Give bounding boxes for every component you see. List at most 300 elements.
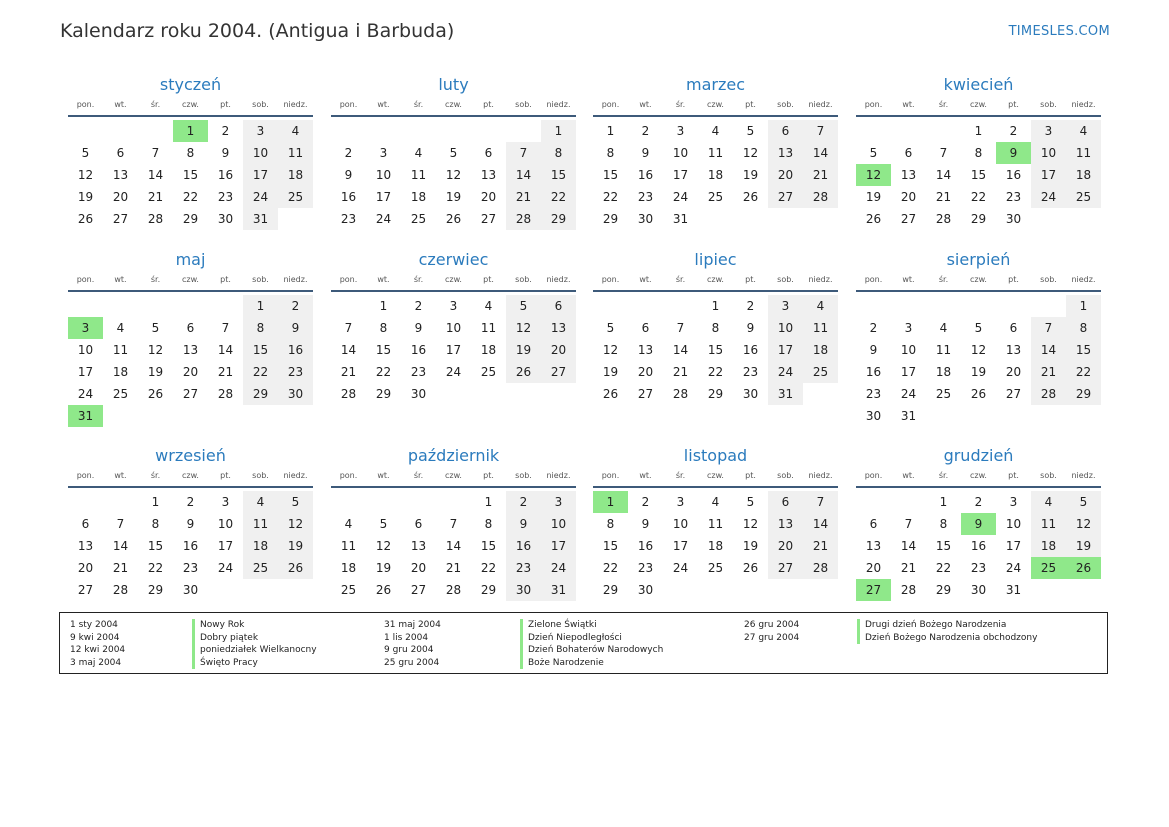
day-cell: 11 [935, 343, 952, 357]
weekday-label: czw. [707, 275, 724, 284]
day-cell: 2 [186, 495, 195, 509]
day-cell: 31 [1005, 583, 1022, 597]
day-cell: 24 [217, 561, 234, 575]
day-cell: 25 [803, 361, 838, 383]
day-cell: 22 [480, 561, 497, 575]
day-cell: 10 [445, 321, 462, 335]
day-cell: 18 [1066, 164, 1101, 186]
day-cell: 3 [243, 120, 278, 142]
weekday-label: pon. [76, 100, 95, 109]
weekday-label: wt. [902, 471, 915, 480]
day-cell: 24 [768, 361, 803, 383]
day-cell: 13 [541, 317, 576, 339]
weekday-header [856, 272, 1101, 292]
day-cell: 24 [77, 387, 94, 401]
weekday-label: sob. [252, 275, 269, 284]
empty-cell [138, 295, 173, 317]
day-cell: 9 [186, 517, 195, 531]
day-cell: 29 [707, 387, 724, 401]
empty-cell [996, 295, 1031, 317]
day-cell: 29 [602, 212, 619, 226]
day-cell: 14 [900, 539, 917, 553]
weekday-label: wt. [377, 275, 390, 284]
empty-cell [891, 295, 926, 317]
day-cell: 15 [541, 164, 576, 186]
day-cell: 28 [672, 387, 689, 401]
weekday-header [68, 468, 313, 488]
day-cell: 4 [484, 299, 493, 313]
day-cell: 14 [506, 164, 541, 186]
month-calendar [331, 248, 576, 405]
empty-cell [138, 120, 173, 142]
empty-cell [436, 120, 471, 142]
day-cell: 16 [278, 339, 313, 361]
day-cell: 18 [243, 535, 278, 557]
month-calendar [856, 248, 1101, 427]
day-cell: 1 [541, 120, 576, 142]
weekday-label: wt. [902, 100, 915, 109]
day-cell: 11 [278, 142, 313, 164]
weekday-label: czw. [970, 275, 987, 284]
day-cell: 21 [147, 190, 164, 204]
day-cell: 17 [243, 164, 278, 186]
day-cell: 18 [112, 365, 129, 379]
day-cell: 3 [379, 146, 388, 160]
holiday-day-cell: 9 [961, 513, 996, 535]
weekday-header [593, 468, 838, 488]
day-grid [68, 120, 313, 230]
month-name: listopad [683, 446, 748, 465]
weekday-label: pon. [76, 471, 95, 480]
legend-dates-1 [70, 619, 125, 669]
weekday-label: niedz. [546, 275, 571, 284]
legend-date: 3 maj 2004 [70, 657, 122, 668]
day-cell: 14 [445, 539, 462, 553]
day-cell: 4 [711, 124, 720, 138]
day-cell: 15 [707, 343, 724, 357]
day-cell: 6 [186, 321, 195, 335]
day-cell: 18 [707, 539, 724, 553]
day-cell: 5 [449, 146, 458, 160]
legend-date: 27 gru 2004 [744, 632, 800, 643]
day-cell: 8 [151, 517, 160, 531]
day-cell: 28 [935, 212, 952, 226]
day-cell: 5 [746, 495, 755, 509]
day-cell: 1 [151, 495, 160, 509]
weekday-label: niedz. [808, 100, 833, 109]
day-cell: 14 [803, 142, 838, 164]
day-cell: 23 [970, 561, 987, 575]
day-cell: 15 [970, 168, 987, 182]
day-cell: 19 [742, 539, 759, 553]
day-cell: 9 [221, 146, 230, 160]
day-cell: 27 [1005, 387, 1022, 401]
day-cell: 21 [445, 561, 462, 575]
day-cell: 13 [480, 168, 497, 182]
day-cell: 23 [637, 190, 654, 204]
day-cell: 10 [900, 343, 917, 357]
day-cell: 23 [182, 561, 199, 575]
empty-cell [103, 120, 138, 142]
weekday-label: pon. [601, 100, 620, 109]
day-cell: 24 [445, 365, 462, 379]
holiday-day-cell: 26 [1066, 557, 1101, 579]
day-cell: 27 [541, 361, 576, 383]
day-cell: 7 [506, 142, 541, 164]
day-cell: 26 [865, 212, 882, 226]
weekday-label: czw. [182, 471, 199, 480]
day-cell: 7 [344, 321, 353, 335]
day-cell: 15 [182, 168, 199, 182]
weekday-label: pon. [864, 100, 883, 109]
day-cell: 24 [672, 561, 689, 575]
day-cell: 4 [344, 517, 353, 531]
day-cell: 4 [116, 321, 125, 335]
day-cell: 19 [77, 190, 94, 204]
weekday-label: niedz. [808, 471, 833, 480]
month-calendar [593, 248, 838, 405]
day-cell: 26 [147, 387, 164, 401]
weekday-label: wt. [902, 275, 915, 284]
day-cell: 22 [182, 190, 199, 204]
weekday-label: pt. [1008, 100, 1019, 109]
empty-cell [926, 295, 961, 317]
day-cell: 15 [1066, 339, 1101, 361]
weekday-label: śr. [675, 275, 686, 284]
day-grid [331, 491, 576, 601]
day-cell: 8 [974, 146, 983, 160]
day-grid [593, 295, 838, 405]
day-cell: 8 [606, 146, 615, 160]
day-cell: 17 [768, 339, 803, 361]
day-cell: 20 [1005, 365, 1022, 379]
day-cell: 14 [672, 343, 689, 357]
day-cell: 13 [1005, 343, 1022, 357]
day-cell: 2 [221, 124, 230, 138]
day-cell: 31 [672, 212, 689, 226]
day-cell: 14 [1031, 339, 1066, 361]
day-cell: 2 [869, 321, 878, 335]
day-cell: 9 [641, 517, 650, 531]
brand-link[interactable]: TIMESLES.COM [1008, 24, 1110, 39]
day-cell: 4 [803, 295, 838, 317]
day-cell: 20 [77, 561, 94, 575]
legend-date: 25 gru 2004 [384, 657, 440, 668]
weekday-label: czw. [445, 275, 462, 284]
weekday-label: niedz. [546, 100, 571, 109]
day-cell: 19 [970, 365, 987, 379]
day-cell: 2 [746, 299, 755, 313]
day-cell: 5 [1066, 491, 1101, 513]
day-cell: 10 [672, 517, 689, 531]
day-cell: 5 [151, 321, 160, 335]
empty-cell [471, 120, 506, 142]
day-cell: 6 [541, 295, 576, 317]
day-cell: 20 [112, 190, 129, 204]
weekday-label: sob. [252, 471, 269, 480]
day-cell: 10 [77, 343, 94, 357]
day-grid [856, 295, 1101, 427]
day-cell: 19 [506, 339, 541, 361]
day-cell: 6 [768, 491, 803, 513]
weekday-label: sob. [252, 100, 269, 109]
weekday-label: wt. [639, 471, 652, 480]
legend-holiday-name: Boże Narodzenie [520, 657, 663, 670]
day-cell: 22 [707, 365, 724, 379]
weekday-header [331, 97, 576, 117]
day-cell: 21 [1031, 361, 1066, 383]
month-name: styczeń [159, 75, 222, 94]
day-cell: 30 [865, 409, 882, 423]
holiday-day-cell: 3 [68, 317, 103, 339]
day-cell: 3 [676, 124, 685, 138]
day-cell: 17 [1005, 539, 1022, 553]
day-cell: 3 [1009, 495, 1018, 509]
weekday-label: śr. [413, 100, 424, 109]
weekday-label: pt. [483, 100, 494, 109]
month-calendar [68, 444, 313, 601]
day-cell: 16 [970, 539, 987, 553]
month-name: marzec [685, 75, 745, 94]
day-cell: 26 [375, 583, 392, 597]
day-cell: 2 [278, 295, 313, 317]
day-cell: 1 [379, 299, 388, 313]
weekday-label: wt. [114, 100, 127, 109]
day-cell: 24 [900, 387, 917, 401]
weekday-label: niedz. [1071, 100, 1096, 109]
day-cell: 4 [278, 120, 313, 142]
day-cell: 1 [1066, 295, 1101, 317]
day-cell: 19 [602, 365, 619, 379]
day-cell: 25 [410, 212, 427, 226]
day-cell: 22 [375, 365, 392, 379]
day-cell: 6 [116, 146, 125, 160]
weekday-label: pt. [745, 275, 756, 284]
empty-cell [506, 120, 541, 142]
day-cell: 25 [707, 561, 724, 575]
holiday-day-cell: 9 [996, 142, 1031, 164]
day-cell: 14 [340, 343, 357, 357]
day-cell: 21 [672, 365, 689, 379]
day-cell: 23 [278, 361, 313, 383]
day-cell: 12 [1066, 513, 1101, 535]
day-cell: 29 [541, 208, 576, 230]
day-cell: 16 [742, 343, 759, 357]
day-cell: 13 [637, 343, 654, 357]
day-cell: 1 [606, 124, 615, 138]
day-cell: 12 [278, 513, 313, 535]
day-cell: 17 [375, 190, 392, 204]
holiday-day-cell: 1 [593, 491, 628, 513]
empty-cell [208, 295, 243, 317]
day-cell: 18 [340, 561, 357, 575]
weekday-label: sob. [777, 100, 794, 109]
page-title: Kalendarz roku 2004. (Antigua i Barbuda) [60, 20, 455, 42]
day-cell: 30 [637, 212, 654, 226]
day-cell: 13 [112, 168, 129, 182]
day-cell: 15 [602, 539, 619, 553]
day-cell: 4 [1066, 120, 1101, 142]
day-cell: 5 [869, 146, 878, 160]
weekday-label: pt. [1008, 471, 1019, 480]
empty-cell [856, 491, 891, 513]
day-cell: 8 [379, 321, 388, 335]
weekday-label: pon. [339, 100, 358, 109]
day-cell: 23 [410, 365, 427, 379]
day-cell: 28 [803, 557, 838, 579]
day-cell: 16 [637, 539, 654, 553]
day-cell: 2 [344, 146, 353, 160]
weekday-label: pon. [339, 471, 358, 480]
weekday-header [593, 272, 838, 292]
day-cell: 6 [484, 146, 493, 160]
empty-cell [891, 491, 926, 513]
legend-dates-3 [744, 619, 799, 644]
day-cell: 29 [602, 583, 619, 597]
weekday-label: pt. [745, 100, 756, 109]
day-cell: 14 [935, 168, 952, 182]
day-cell: 7 [803, 491, 838, 513]
weekday-label: sob. [515, 100, 532, 109]
day-cell: 31 [900, 409, 917, 423]
day-grid [68, 491, 313, 601]
weekday-label: pt. [483, 275, 494, 284]
day-cell: 17 [541, 535, 576, 557]
day-cell: 10 [375, 168, 392, 182]
day-cell: 8 [606, 517, 615, 531]
day-cell: 25 [707, 190, 724, 204]
day-cell: 20 [480, 190, 497, 204]
weekday-label: pon. [339, 275, 358, 284]
day-cell: 11 [707, 517, 724, 531]
month-name: wrzesień [155, 446, 226, 465]
weekday-label: wt. [114, 275, 127, 284]
month-name: grudzień [943, 446, 1014, 465]
day-cell: 11 [1031, 513, 1066, 535]
day-cell: 19 [147, 365, 164, 379]
day-grid [593, 120, 838, 230]
day-cell: 22 [1066, 361, 1101, 383]
day-cell: 26 [742, 190, 759, 204]
weekday-label: wt. [114, 471, 127, 480]
day-cell: 11 [112, 343, 129, 357]
holiday-day-cell: 25 [1031, 557, 1066, 579]
month-name: luty [438, 75, 469, 94]
day-cell: 6 [414, 517, 423, 531]
day-cell: 11 [480, 321, 497, 335]
day-cell: 23 [637, 561, 654, 575]
day-cell: 16 [340, 190, 357, 204]
weekday-label: sob. [1040, 275, 1057, 284]
weekday-label: sob. [515, 275, 532, 284]
day-cell: 6 [768, 120, 803, 142]
day-cell: 8 [1066, 317, 1101, 339]
legend-holiday-name: Nowy Rok [192, 619, 317, 632]
day-cell: 27 [410, 583, 427, 597]
month-name: kwiecień [943, 75, 1014, 94]
day-cell: 5 [974, 321, 983, 335]
day-cell: 7 [904, 517, 913, 531]
legend-names-1 [192, 619, 317, 669]
day-cell: 3 [541, 491, 576, 513]
day-cell: 27 [182, 387, 199, 401]
empty-cell [331, 295, 366, 317]
day-cell: 29 [1066, 383, 1101, 405]
weekday-label: czw. [707, 100, 724, 109]
weekday-label: pt. [483, 471, 494, 480]
day-cell: 29 [970, 212, 987, 226]
day-cell: 24 [1005, 561, 1022, 575]
weekday-label: sob. [515, 471, 532, 480]
day-cell: 23 [865, 387, 882, 401]
empty-cell [856, 295, 891, 317]
day-cell: 3 [768, 295, 803, 317]
legend-date: 1 sty 2004 [70, 620, 118, 630]
day-cell: 8 [541, 142, 576, 164]
day-cell: 9 [506, 513, 541, 535]
day-cell: 23 [506, 557, 541, 579]
day-cell: 12 [147, 343, 164, 357]
weekday-label: pon. [76, 275, 95, 284]
month-name: październik [407, 446, 500, 465]
day-cell: 13 [77, 539, 94, 553]
day-cell: 16 [182, 539, 199, 553]
weekday-label: śr. [150, 275, 161, 284]
day-cell: 8 [243, 317, 278, 339]
day-cell: 5 [81, 146, 90, 160]
day-grid [856, 491, 1101, 601]
day-cell: 23 [217, 190, 234, 204]
day-cell: 13 [182, 343, 199, 357]
day-cell: 7 [1031, 317, 1066, 339]
weekday-label: pon. [864, 471, 883, 480]
day-cell: 23 [742, 365, 759, 379]
day-cell: 19 [865, 190, 882, 204]
holiday-legend [59, 612, 1108, 674]
day-cell: 25 [480, 365, 497, 379]
day-cell: 9 [414, 321, 423, 335]
weekday-label: sob. [777, 275, 794, 284]
day-cell: 30 [278, 383, 313, 405]
day-cell: 28 [112, 583, 129, 597]
day-cell: 3 [904, 321, 913, 335]
day-cell: 28 [445, 583, 462, 597]
day-cell: 12 [970, 343, 987, 357]
day-cell: 24 [1031, 186, 1066, 208]
day-cell: 28 [900, 583, 917, 597]
weekday-header [68, 272, 313, 292]
empty-cell [331, 120, 366, 142]
weekday-label: sob. [1040, 471, 1057, 480]
day-cell: 25 [112, 387, 129, 401]
day-cell: 20 [768, 164, 803, 186]
day-cell: 18 [707, 168, 724, 182]
day-cell: 10 [541, 513, 576, 535]
day-cell: 26 [602, 387, 619, 401]
day-cell: 12 [445, 168, 462, 182]
day-cell: 2 [414, 299, 423, 313]
day-cell: 22 [147, 561, 164, 575]
day-cell: 7 [116, 517, 125, 531]
day-cell: 11 [340, 539, 357, 553]
empty-cell [926, 120, 961, 142]
weekday-label: pon. [864, 275, 883, 284]
day-cell: 19 [278, 535, 313, 557]
day-cell: 17 [672, 168, 689, 182]
day-cell: 6 [1009, 321, 1018, 335]
day-cell: 26 [970, 387, 987, 401]
weekday-label: wt. [377, 471, 390, 480]
